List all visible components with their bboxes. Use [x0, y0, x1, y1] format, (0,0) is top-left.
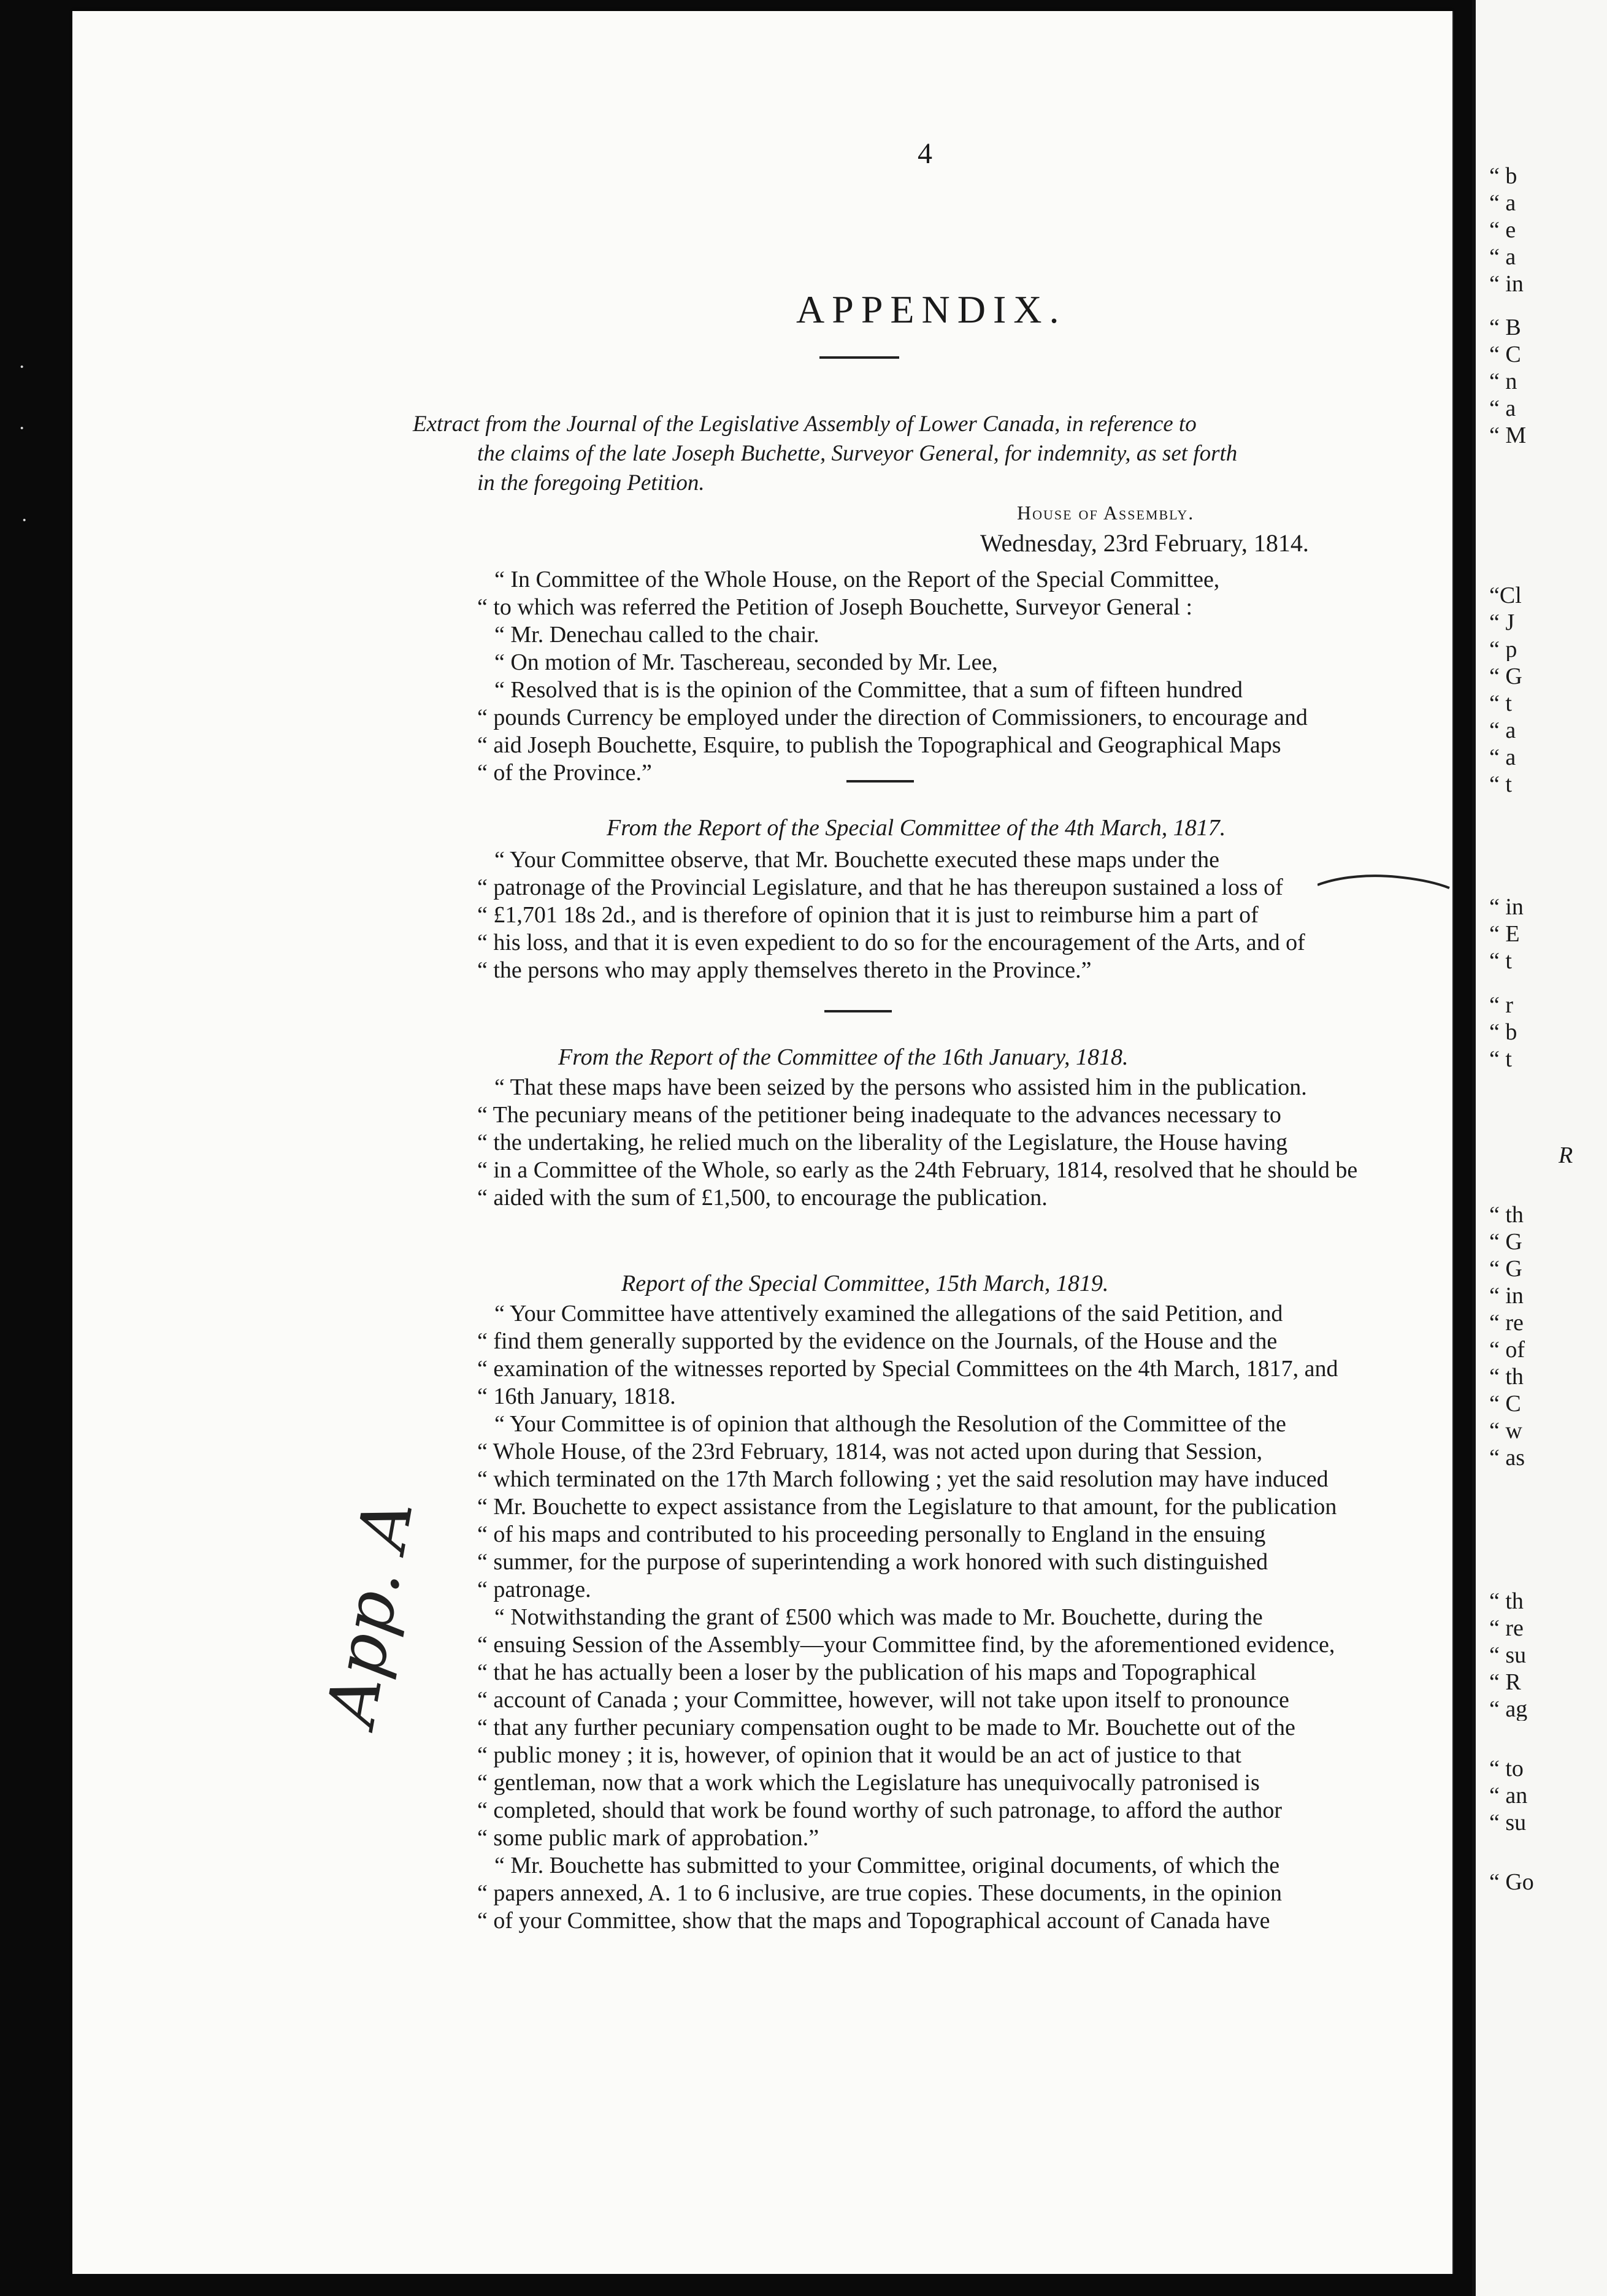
facing-line: “ C: [1489, 343, 1521, 366]
facing-line: “ th: [1489, 1590, 1524, 1613]
facing-line: “ of: [1489, 1338, 1525, 1361]
facing-line: “ re: [1489, 1311, 1524, 1334]
facing-line: “ b: [1489, 164, 1517, 188]
text-line: “ Resolved that is is the opinion of the Committee, that a sum of fifteen hundred: [494, 677, 1243, 703]
scanned-page: [72, 11, 1452, 2274]
text-line: “ Notwithstanding the grant of £500 which was made to Mr. Bouchette, during the: [494, 1604, 1263, 1630]
facing-line: “ th: [1489, 1365, 1524, 1388]
facing-line: “ a: [1489, 245, 1516, 269]
text-line: “ On motion of Mr. Taschereau, seconded by Mr. Lee,: [494, 649, 998, 675]
text-line: “ that any further pecuniary compensation ought to be made to Mr. Bouchette out of the: [477, 1715, 1295, 1740]
facing-line: “ G: [1489, 1230, 1522, 1253]
text-line: “ papers annexed, A. 1 to 6 inclusive, are true copies. These documents, in the opinion: [477, 1880, 1283, 1906]
text-line: “ account of Canada ; your Committee, however, will not take upon itself to pronounce: [477, 1687, 1289, 1713]
facing-line: “ w: [1489, 1419, 1522, 1442]
scan-speck: ·: [18, 417, 26, 440]
text-line: “ the undertaking, he relied much on the liberality of the Legislature, the House having: [477, 1130, 1288, 1155]
facing-line: “ C: [1489, 1392, 1521, 1415]
house-date: Wednesday, 23rd February, 1814.: [980, 529, 1309, 557]
text-line: “ Your Committee observe, that Mr. Bouchette executed these maps under the: [494, 847, 1219, 873]
facing-line: “ e: [1489, 218, 1516, 242]
facing-line: “ t: [1489, 1047, 1512, 1071]
text-line: “ Whole House, of the 23rd February, 1814, was not acted upon during that Session,: [477, 1439, 1263, 1464]
handwritten-annotation-text: App. A: [311, 1494, 428, 1731]
text-line: “ In Committee of the Whole House, on the Report of the Special Committee,: [494, 567, 1220, 592]
text-line: “ That these maps have been seized by the persons who assisted him in the publication.: [494, 1074, 1307, 1100]
section-rule: [824, 1010, 892, 1012]
text-line: “ Your Committee is of opinion that although the Resolution of the Committee of the: [494, 1411, 1286, 1437]
text-line: “ find them generally supported by the evidence on the Journals, of the House and the: [477, 1328, 1278, 1354]
committee-1814-paragraph: [477, 566, 1397, 787]
extract-heading: [413, 410, 1406, 498]
facing-line: “ p: [1489, 638, 1517, 661]
facing-line: “ su: [1489, 1811, 1527, 1834]
facing-line: “ as: [1489, 1446, 1525, 1469]
text-line: “ pounds Currency be employed under the direction of Commissioners, to encourage and: [477, 705, 1308, 730]
text-line: “ gentleman, now that a work which the Legislature has unequivocally patronised is: [477, 1770, 1260, 1796]
page-number: 4: [918, 137, 932, 170]
facing-line: “ t: [1489, 692, 1512, 715]
text-line: “ summer, for the purpose of superintending a work honored with such distinguished: [477, 1549, 1268, 1575]
scan-speck: ·: [18, 356, 26, 378]
facing-line: “ ag: [1489, 1697, 1528, 1721]
page-frame: [72, 11, 1454, 2274]
text-line: “ some public mark of approbation.”: [477, 1825, 819, 1851]
facing-line: “ G: [1489, 665, 1522, 688]
text-line: “ Your Committee have attentively examined the allegations of the said Petition, and: [494, 1301, 1283, 1326]
text-line: “ patronage.: [477, 1577, 591, 1602]
handwritten-annotation: [281, 1483, 440, 1740]
facing-line: “ t: [1489, 773, 1512, 796]
facing-line: “ r: [1489, 993, 1514, 1017]
facing-line: “Cl: [1489, 584, 1522, 607]
text-line: “ Mr. Bouchette has submitted to your Committee, original documents, of which the: [494, 1853, 1280, 1878]
text-line: “ of his maps and contributed to his proceeding personally to England in the ensuing: [477, 1521, 1266, 1547]
facing-line: “ n: [1489, 370, 1517, 393]
text-line: “ which terminated on the 17th March following ; yet the said resolution may have induced: [477, 1466, 1329, 1492]
extract-line: Extract from the Journal of the Legislative Assembly of Lower Canada, in reference to: [413, 411, 1197, 437]
text-line: “ of the Province.”: [477, 760, 652, 786]
facing-line: “ a: [1489, 746, 1516, 769]
text-line: “ £1,701 18s 2d., and is therefore of opinion that it is just to reimburse him a part of: [477, 902, 1259, 928]
text-line: “ Mr. Bouchette to expect assistance from the Legislature to that amount, for the publication: [477, 1494, 1337, 1520]
facing-page-fragment: [1472, 0, 1607, 2296]
text-line: “ of your Committee, show that the maps and Topographical account of Canada have: [477, 1908, 1270, 1934]
text-line: “ completed, should that work be found worthy of such patronage, to afford the author: [477, 1797, 1283, 1823]
facing-line: “ J: [1489, 611, 1515, 634]
facing-line: R: [1559, 1144, 1573, 1167]
report-1817-heading: From the Report of the Special Committee of the 4th March, 1817.: [607, 815, 1226, 841]
report-1818-heading: From the Report of the Committee of the 16th January, 1818.: [558, 1044, 1129, 1070]
report-1818-paragraph: [477, 1074, 1397, 1212]
facing-line: “ in: [1489, 272, 1524, 296]
facing-line: “ to: [1489, 1757, 1524, 1780]
page-title: APPENDIX.: [796, 288, 1067, 331]
facing-line: “ E: [1489, 922, 1520, 946]
facing-line: “ b: [1489, 1020, 1517, 1044]
facing-line: “ th: [1489, 1203, 1524, 1226]
facing-line: “ in: [1489, 895, 1524, 919]
pen-stroke-mark: [1317, 863, 1452, 900]
extract-line: in the foregoing Petition.: [477, 470, 705, 496]
facing-line: “ B: [1489, 316, 1521, 339]
section-rule: [846, 780, 914, 783]
report-1819-paragraph: [477, 1300, 1397, 1935]
facing-line: “ Go: [1489, 1870, 1534, 1894]
scan-bottom-edge: [72, 2274, 1452, 2296]
house-heading: House of Assembly.: [1017, 502, 1195, 524]
facing-line: “ in: [1489, 1284, 1524, 1307]
text-line: “ aided with the sum of £1,500, to encourage the publication.: [477, 1185, 1048, 1211]
facing-line: “ a: [1489, 191, 1516, 215]
extract-line: the claims of the late Joseph Buchette, Surveyor General, for indemnity, as set forth: [477, 441, 1238, 467]
text-line: “ public money ; it is, however, of opinion that it would be an act of justice to that: [477, 1742, 1241, 1768]
facing-line: “ an: [1489, 1784, 1528, 1807]
report-1817-paragraph: [477, 846, 1397, 984]
text-line: “ that he has actually been a loser by the publication of his maps and Topographical: [477, 1659, 1257, 1685]
text-line: “ The pecuniary means of the petitioner being inadequate to the advances necessary to: [477, 1102, 1281, 1128]
text-line: “ the persons who may apply themselves thereto in the Province.”: [477, 957, 1092, 983]
text-line: “ aid Joseph Bouchette, Esquire, to publish the Topographical and Geographical Maps: [477, 732, 1281, 758]
facing-line: “ G: [1489, 1257, 1522, 1280]
facing-line: “ su: [1489, 1644, 1527, 1667]
facing-line: “ a: [1489, 397, 1516, 420]
scan-speck: ·: [21, 509, 28, 532]
text-line: “ in a Committee of the Whole, so early as the 24th February, 1814, resolved that he should be: [477, 1157, 1358, 1183]
facing-line: “ re: [1489, 1617, 1524, 1640]
facing-line: “ a: [1489, 719, 1516, 742]
text-line: “ examination of the witnesses reported by Special Committees on the 4th March, 1817, and: [477, 1356, 1338, 1382]
facing-line: “ t: [1489, 949, 1512, 973]
facing-line: “ M: [1489, 424, 1527, 447]
report-1819-heading: Report of the Special Committee, 15th March, 1819.: [621, 1271, 1109, 1296]
text-line: “ ensuing Session of the Assembly—your Committee find, by the aforementioned evidence,: [477, 1632, 1335, 1658]
text-line: “ to which was referred the Petition of Joseph Bouchette, Surveyor General :: [477, 594, 1193, 620]
text-line: “ Mr. Denechau called to the chair.: [494, 622, 819, 648]
facing-line: “ R: [1489, 1670, 1521, 1694]
text-line: “ his loss, and that it is even expedient to do so for the encouragement of the Arts, and of: [477, 930, 1305, 955]
text-line: “ patronage of the Provincial Legislature, and that he has thereupon sustained a loss of: [477, 874, 1283, 900]
title-rule: [819, 356, 899, 359]
text-line: “ 16th January, 1818.: [477, 1383, 676, 1409]
